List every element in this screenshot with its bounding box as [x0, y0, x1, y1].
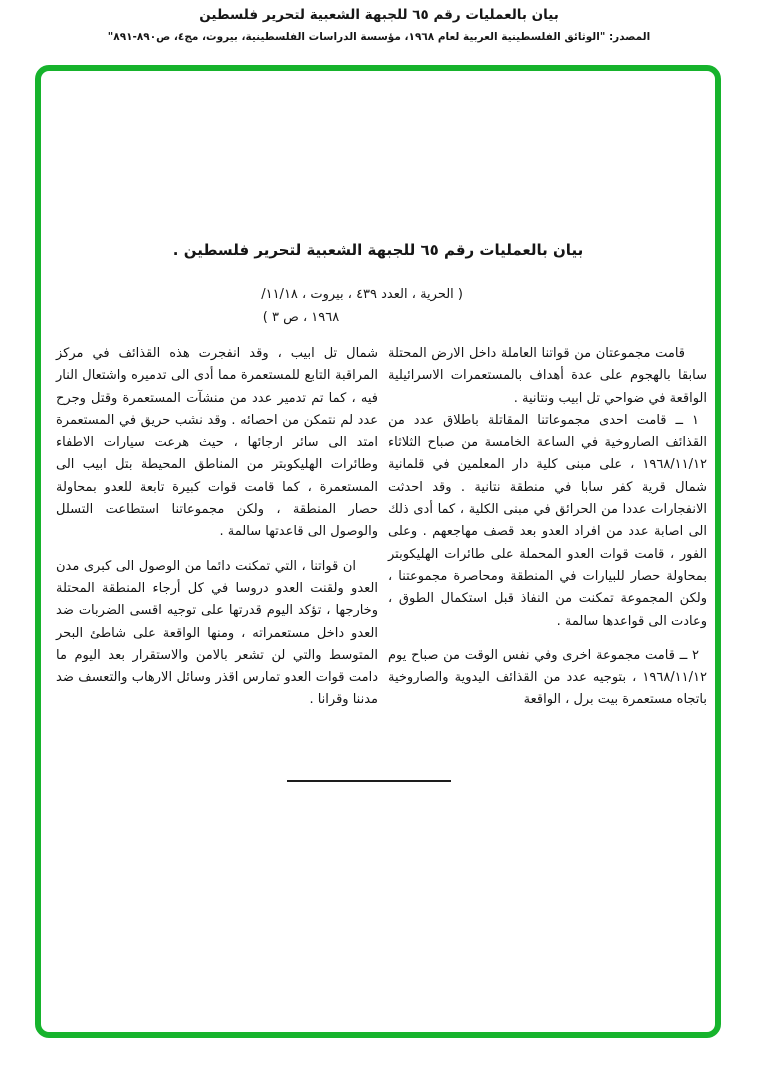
paragraph: ١ ــ قامت احدى مجموعاتنا المقاتلة باطلاق عدد من القذائف الصاروخية في الساعة الخامسة من صباح الثلاثاء ١٩٦٨/١١/١٢ ، على مبنى كلية دار المعلمين في قلمانية شمال قرية كفر سابا في منطقة نتانية . وقد احدثت الانفجارات عددا من الحرائق في مبنى الكلية ، كما أدى ذلك الى اصابة عدد من افراد العدو بعد قصف مهاجعهم . وعلى الفور ، قامت قوات العدو المحملة على طائرات الهليكوبتر بمحاولة حصار للبيارات في المنطقة ومحاصرة مجموعتنا ، ولكن المجموعة تمكنت من النفاذ قبل استكمال الطوق ، وعادت الى قواعدها سالمة .: [388, 412, 707, 629]
citation-line-1: ( الحرية ، العدد ٤٣٩ ، بيروت ، ١١/١٨/: [261, 287, 463, 302]
paragraph: قامت مجموعتان من قواتنا العاملة داخل الارض المحتلة سابقا بالهجوم على عدة أهداف بالمستعمرات الاسرائيلية الواقعة في ضواحي تل ابيب ونتانية .: [388, 346, 707, 406]
end-of-text-divider: [287, 780, 451, 782]
document-frame: [35, 65, 721, 1038]
citation-line-2: ١٩٦٨ ، ص ٣ ): [262, 310, 340, 325]
paragraph: ان قواتنا ، التي تمكنت دائما من الوصول الى كبرى مدن العدو ولقنت العدو دروسا في كل أرجاء المنطقة المحتلة وخارجها ، تؤكد اليوم قدرتها على توجيه اقسى الضربات ضد العدو داخل مستعمراته ، ومنها الواقعة على شاطئ البحر المتوسط والتي لن تشعر بالامن والاستقرار بعد اليوم ما دامت قوات العدو تمارس اقذر وسائل الارهاب والتعسف ضد مدننا وقرانا .: [56, 558, 378, 708]
header-title: بيان بالعمليات رقم ٦٥ للجبهة الشعبية لتحرير فلسطين: [199, 7, 559, 23]
column-right: [388, 343, 707, 712]
citation: [139, 283, 463, 329]
header-source-line: المصدر: "الوثائق الفلسطينية العربية لعام ١٩٦٨، مؤسسة الدراسات الفلسطينية، بيروت، مج٤، ص٨٩٠-٨٩١": [107, 31, 651, 43]
paragraph: ٢ ــ قامت مجموعة اخرى وفي نفس الوقت من صباح يوم ١٩٦٨/١١/١٢ ، بتوجيه عدد من القذائف اليدوية والصاروخية باتجاه مستعمرة بيت برل ، الواقعة: [388, 647, 707, 708]
body-columns: [56, 343, 707, 712]
column-left: [56, 343, 378, 712]
paragraph: شمال تل ابيب ، وقد انفجرت هذه القذائف في مركز المراقبة التابع للمستعمرة مما أدى الى تدميره واشتعال النار فيه ، كما تم تدمير عدد من منشآت المستعمرة وقتل وجرح عدد لم نتمكن من احصائه . وقد نشب حريق في المستعمرة امتد الى سائر ارجائها ، حيث هرعت سيارات الاطفاء وطائرات الهليكوبتر من المناطق المحيطة بتل ابيب الى المستعمرة ، كما قامت قوات كبيرة تابعة للعدو بمحاولة حصار المنطقة ، ولكن مجموعاتنا استطاعت التسلل والوصول الى قاعدتها سالمة .: [56, 346, 378, 540]
page-header: [0, 7, 758, 43]
document-title: بيان بالعمليات رقم ٦٥ للجبهة الشعبية لتحرير فلسطين .: [172, 241, 584, 259]
